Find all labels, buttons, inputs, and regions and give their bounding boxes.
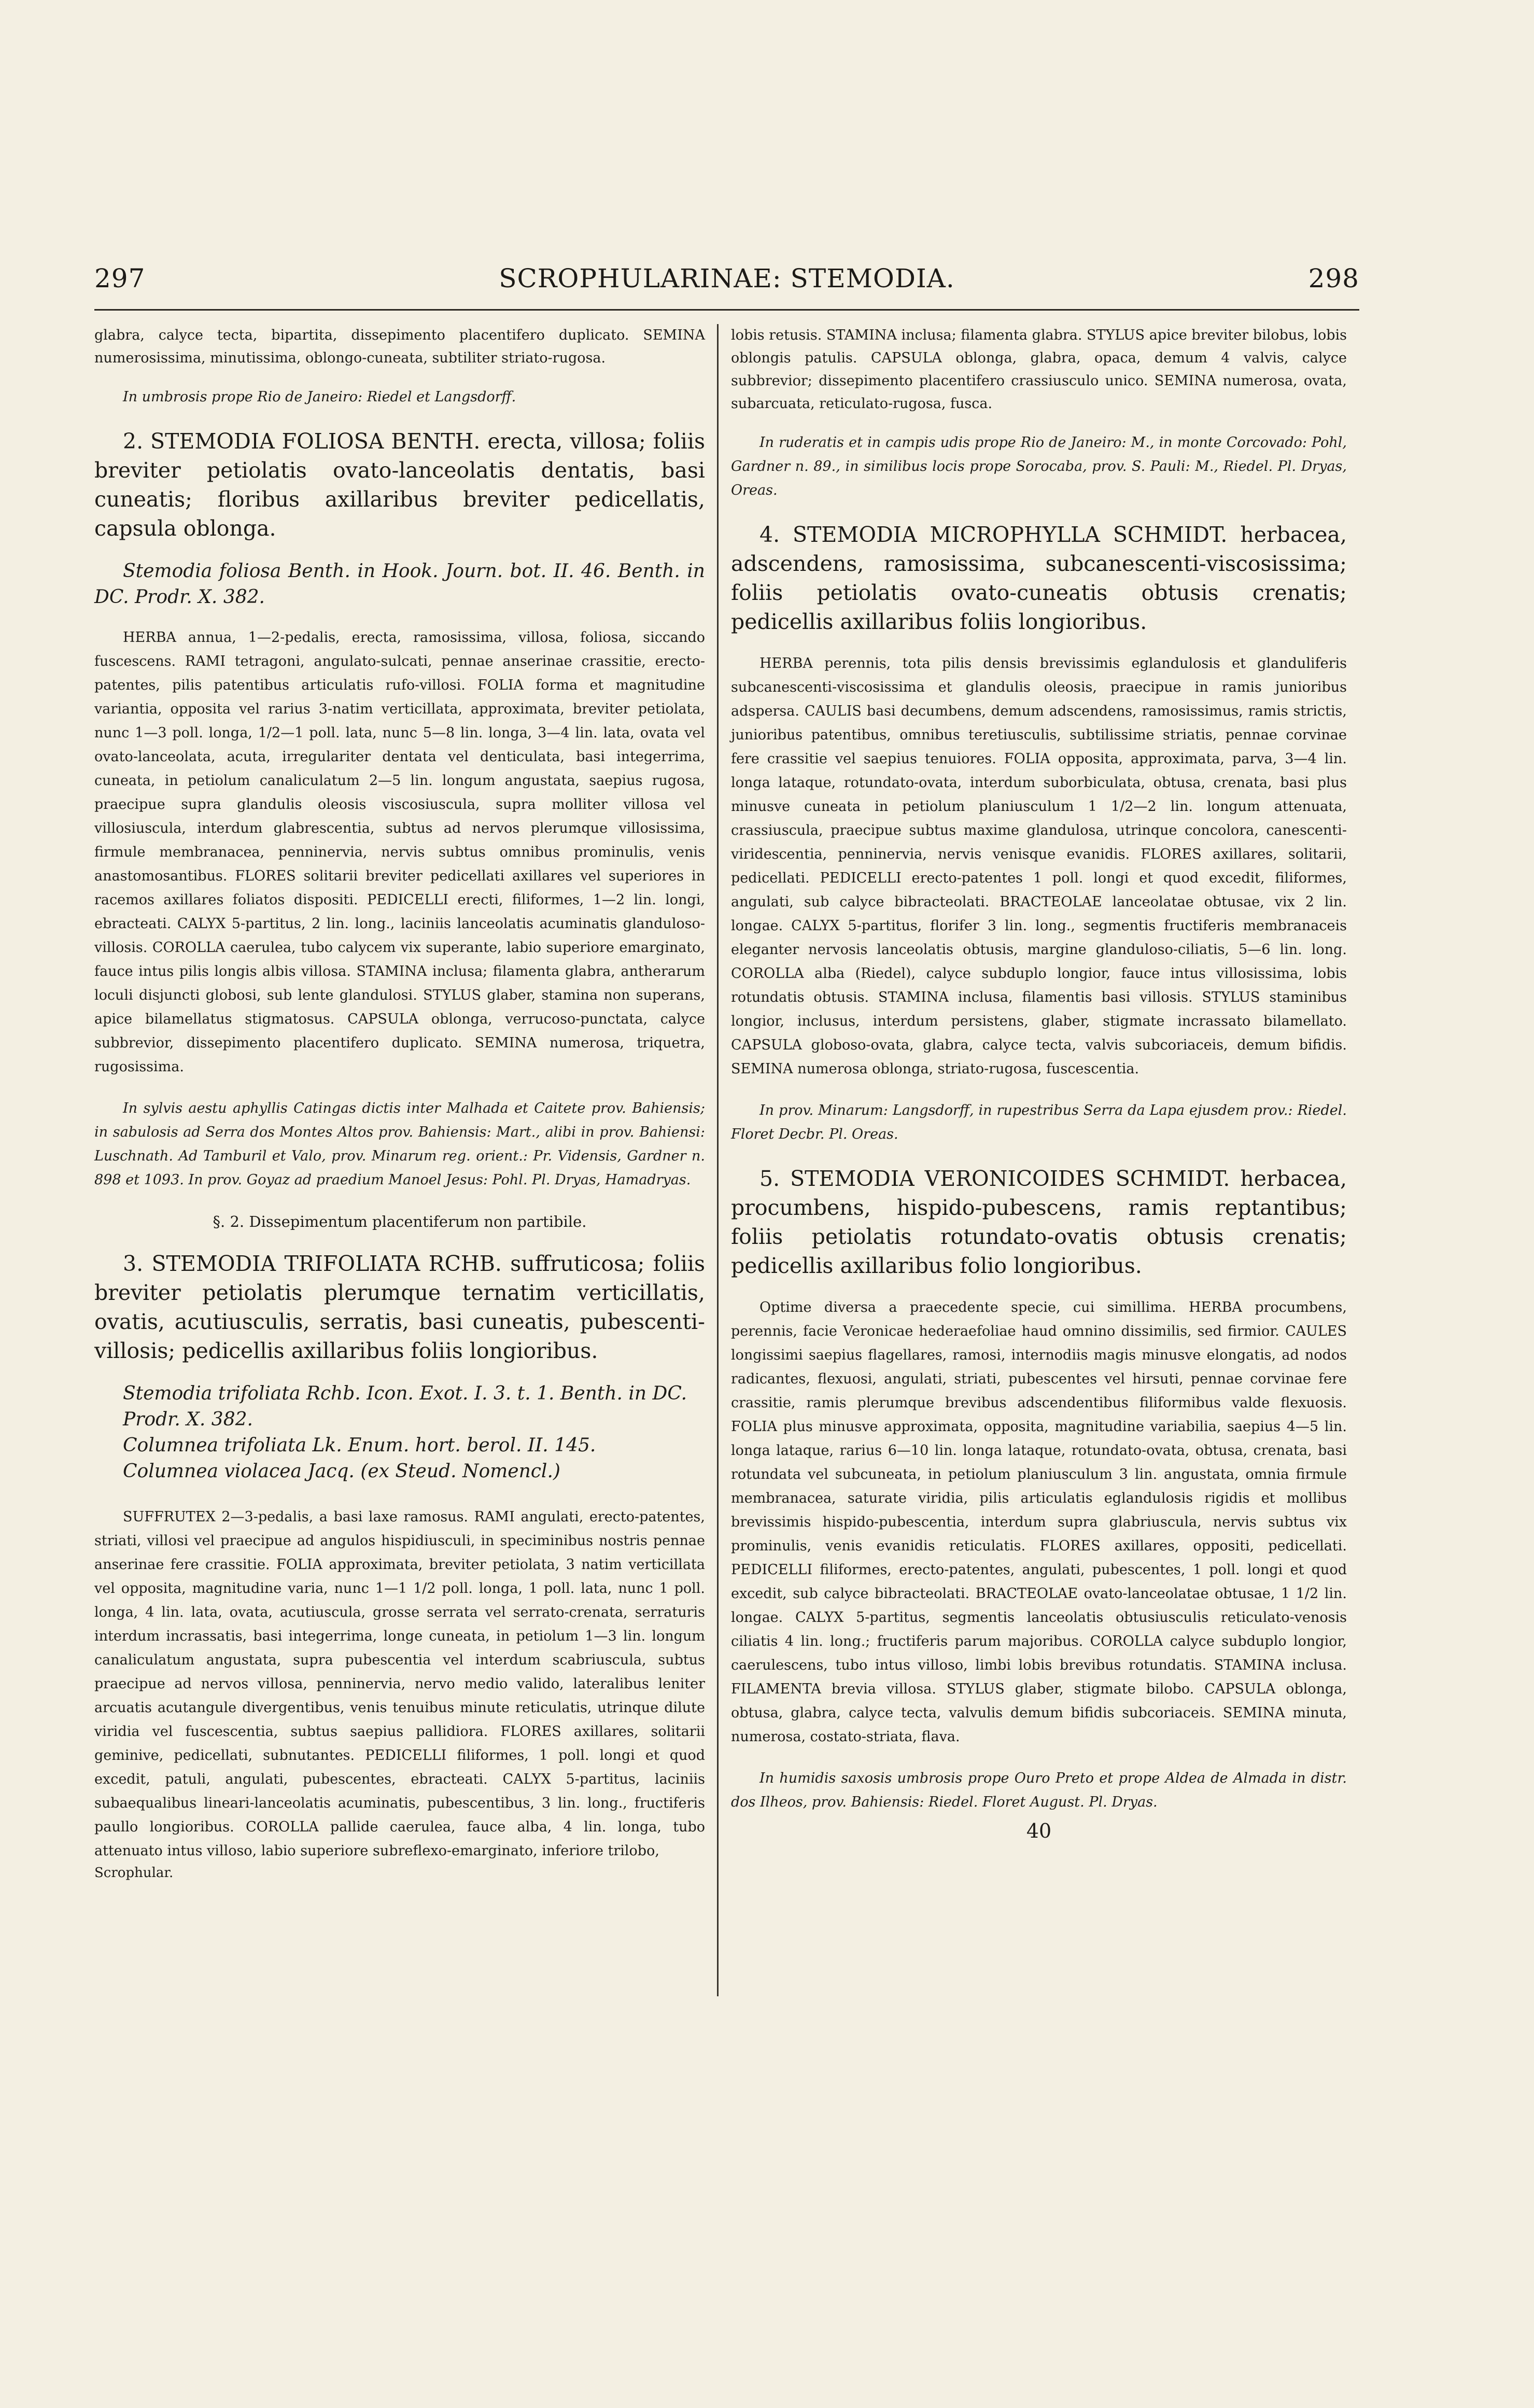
continued-description: lobis retusis. STAMINA inclusa; filamenta glabra. STYLUS apice breviter bilobus, lobis oblongis patulis. CAPSULA oblonga, glabra, opaca, demum 4 valvis, calyce subbrevior; dissepimento placentifero crassiusculo unico. SEMINA numerosa, ovata, subarcuata, reticulato-rugosa, fusca. xyxy=(731,327,1347,412)
species-heading-3: 3. STEMODIA TRIFOLIATA RCHB. suffruticosa; foliis breviter petiolatis plerumque ternatim verticillatis, ovatis, acutiusculis, serratis, basi cuneatis, pubescenti-villosis; pedicellis axillaribus foliis longioribus. xyxy=(94,1251,705,1363)
running-title: SCROPHULARINAE: STEMODIA. xyxy=(499,263,955,293)
species-description-4: HERBA perennis, tota pilis densis brevissimis eglandulosis et glanduliferis subcanescenti-viscosissima et glandulis oleosis, praecipue in ramis junioribus adspersa. CAULIS basi decumbens, demum adscendens, ramosissimus, ramis strictis, junioribus patentibus, omnibus teretiusculis, subtilissime striatis, pennae corvinae fere crassitie vel saepius tenuiores. FOLIA opposita, approximata, parva, 3—4 lin. longa lataque, rotundato-ovata, interdum suborbiculata, obtusa, crenata, basi plus minusve cuneata in petiolum planiusculum 1 1/2—2 lin. longum attenuata, crassiuscula, praecipue subtus maxime glandulosa, utrinque concolora, canescenti-viridescentia, penninervia, nervis venisque evanidis. FLORES axillares, solitarii, pedicellati. PEDICELLI erecto-patentes 1 poll. longi et quod excedit, filiformes, angulati, sub calyce bibracteolati. BRACTEOLAE lanceolatae obtusae, vix 2 lin. longae. CALYX 5-partitus, florifer 3 lin. long., segmentis fructiferis membranaceis eleganter nervosis lanceolatis obtusis, margine glanduloso-ciliatis, 5—6 lin. long. COROLLA alba (Riedel), calyce subduplo longior, fauce intus villosissima, lobis rotundatis obtusis. STAMINA inclusa, filamentis basi villosis. STYLUS staminibus longior, inclusus, interdum persistens, glaber, stigmate incrassato bilamellato. CAPSULA globoso-ovata, glabra, calyce tecta, valvis subcoriaceis, demum bifidis. SEMINA numerosa oblonga, striato-rugosa, fuscescentia. xyxy=(731,655,1347,1077)
species-description-5: Optime diversa a praecedente specie, cui simillima. HERBA procumbens, perennis, facie Veronicae hederaefoliae haud omnino dissimilis, sed firmior. CAULES longissimi saepius flagellares, ramosi, internodiis magis minusve elongatis, ad nodos radicantes, flexuosi, angulati, striati, pubescentes vel hirsuti, pennae corvinae fere crassitie, ramis plerumque brevibus adscendentibus filiformibus valde flexuosis. FOLIA plus minusve approximata, opposita, magnitudine variabilia, saepius 4—5 lin. longa lataque, rarius 6—10 lin. longa lataque, rotundato-ovata, obtusa, crenata, basi rotundata vel subcuneata, in petiolum planiusculum 3 lin. angustata, omnia firmule membranacea, saturate viridia, pilis articulatis eglandulosis rigidis et mollibus brevissimis hispido-pubescentia, interdum supra glabriuscula, nervis subtus vix prominulis, venis evanidis reticulatis. FLORES axillares, oppositi, pedicellati. PEDICELLI filiformes, erecto-patentes, angulati, pubescentes, 1 poll. longi et quod excedit, sub calyce bibracteolati. BRACTEOLAE ovato-lanceolatae obtusae, 1 1/2 lin. longae. CALYX 5-partitus, segmentis lanceolatis obtusiusculis reticulato-venosis ciliatis 4 lin. long.; fructiferis parum majoribus. COROLLA calyce subduplo longior, caerulescens, tubo intus villoso, limbi lobis brevibus rotundatis. STAMINA inclusa. FILAMENTA brevia villosa. STYLUS glaber, stigmate bilobo. CAPSULA oblonga, obtusa, glabra, calyce tecta, valvulis demum bifidis subcoriaceis. SEMINA minuta, numerosa, costato-striata, flava. xyxy=(731,1299,1347,1745)
species-heading-2: 2. STEMODIA FOLIOSA BENTH. erecta, villosa; foliis breviter petiolatis ovato-lanceolatis dentatis, basi cuneatis; floribus axillaribus breviter pedicellatis, capsula oblonga. xyxy=(94,429,705,541)
locality-note: In ruderatis et in campis udis prope Rio de Janeiro: M., in monte Corcovado: Pohl, Gardner n. 89., in similibus locis prope Sorocaba, prov. S. Pauli: M., Riedel. Pl. Dryas, Oreas. xyxy=(731,435,1347,498)
species-locality-2: In sylvis aestu aphyllis Catingas dictis inter Malhada et Caitete prov. Bahiensis; in sabulosis ad Serra dos Montes Altos prov. Bahiensis: Mart., alibi in prov. Bahiensi: Luschnath. Ad Tamburil et Valo, prov. Minarum reg. orient.: Pr. Vidensis, Gardner n. 898 et 1093. In prov. Goyaz ad praedium Manoel Jesus: Pohl. Pl. Dryas, Hamadryas. xyxy=(94,1100,705,1188)
locality-note: In umbrosis prope Rio de Janeiro: Riedel et Langsdorff. xyxy=(123,389,516,405)
section-heading: §. 2. Dissepimentum placentiferum non partibile. xyxy=(213,1213,587,1230)
reference-line: Stemodia trifoliata Rchb. Icon. Exot. I. 3. t. 1. Benth. in DC. Prodr. X. 382. xyxy=(123,1383,687,1430)
species-description-2: HERBA annua, 1—2-pedalis, erecta, ramosissima, villosa, foliosa, siccando fuscescens. RAMI tetragoni, angulato-sulcati, pennae anserinae crassitie, erecto-patentes, pilis patentibus articulatis rufo-villosi. FOLIA forma et magnitudine variantia, opposita vel rarius 3-natim verticillata, approximata, breviter petiolata, nunc 1—3 poll. longa, 1/2—1 poll. lata, nunc 5—8 lin. longa, 3—4 lin. lata, ovata vel ovato-lanceolata, acuta, irregulariter dentata vel denticulata, basi integerrima, cuneata, in petiolum canaliculatum 2—5 lin. longum angustata, saepius rugosa, praecipue supra glandulis oleosis viscosiuscula, supra molliter villosa vel villosiuscula, interdum glabrescentia, subtus ad nervos plerumque villosissima, firmule membranacea, penninervia, nervis subtus omnibus prominulis, venis anastomosantibus. FLORES solitarii breviter pedicellati axillares vel superiores in racemos axillares foliatos dispositi. PEDICELLI erecti, filiformes, 1—2 lin. longi, ebracteati. CALYX 5-partitus, 2 lin. long., laciniis lanceolatis acuminatis glanduloso-villosis. COROLLA caerulea, tubo calycem vix superante, labio superiore emarginato, fauce intus pilis longis albis villosa. STAMINA inclusa; filamenta glabra, antherarum loculi disjuncti globosi, sub lente glandulosi. STYLUS glaber, stamina non superans, apice bilamellatus stigmatosus. CAPSULA oblonga, verrucoso-punctata, calyce subbrevior, dissepimento placentifero duplicato. SEMINA numerosa, triquetra, rugosissima. xyxy=(94,629,705,1075)
left-column xyxy=(94,324,705,1881)
species-locality-4: In prov. Minarum: Langsdorff, in rupestribus Serra da Lapa ejusdem prov.: Riedel. Floret Decbr. Pl. Oreas. xyxy=(731,1102,1347,1142)
reference-line: Columnea trifoliata Lk. Enum. hort. berol. II. 145. xyxy=(123,1435,596,1456)
species-description-3: SUFFRUTEX 2—3-pedalis, a basi laxe ramosus. RAMI angulati, erecto-patentes, striati, villosi vel praecipue ad angulos hispidiusculi, in speciminibus nostris pennae anserinae fere crassitie. FOLIA approximata, breviter petiolata, 3 natim verticillata vel opposita, magnitudine varia, nunc 1—1 1/2 poll. longa, 1 poll. lata, nunc 1 poll. longa, 4 lin. lata, ovata, acutiuscula, grosse serrata vel serrato-crenata, serraturis interdum incrassatis, basi integerrima, longe cuneata, in petiolum 1—3 lin. longum canaliculatum angustata, supra pubescentia vel interdum scabriuscula, subtus praecipue ad nervos villosa, penninervia, nervo medio valido, lateralibus leniter arcuatis acutangule divergentibus, venis tenuibus minute reticulatis, utrinque dilute viridia vel fuscescentia, subtus saepius pallidiora. FLORES axillares, solitarii geminive, pedicellati, subnutantes. PEDICELLI filiformes, 1 poll. longi et quod excedit, patuli, angulati, pubescentes, ebracteati. CALYX 5-partitus, laciniis subaequalibus lineari-lanceolatis acuminatis, pubescentibus, 3 lin. long., fructiferis paullo longioribus. COROLLA pallide caerulea, fauce alba, 4 lin. longa, tubo attenuato intus villoso, labio superiore subreflexo-emarginato, inferiore trilobo, xyxy=(94,1509,705,1859)
catchword: Scrophular. xyxy=(94,1865,174,1881)
reference-line: Columnea violacea Jacq. (ex Steud. Nomencl.) xyxy=(123,1461,560,1482)
signature-mark: 40 xyxy=(1026,1819,1052,1842)
column-divider xyxy=(717,324,719,1996)
right-column xyxy=(731,324,1347,1842)
species-references-3 xyxy=(123,1381,705,1485)
page-header xyxy=(94,263,1359,311)
continued-description: glabra, calyce tecta, bipartita, dissepimento placentifero duplicato. SEMINA numerosissima, minutissima, oblongo-cuneata, subtiliter striato-rugosa. xyxy=(94,327,705,366)
species-reference-2: Stemodia foliosa Benth. in Hook. Journ. bot. II. 46. Benth. in DC. Prodr. X. 382. xyxy=(94,561,705,608)
page-number-left: 297 xyxy=(94,263,146,293)
species-locality-5: In humidis saxosis umbrosis prope Ouro Preto et prope Aldea de Almada in distr. dos Ilheos, prov. Bahiensis: Riedel. Floret August. Pl. Dryas. xyxy=(731,1770,1347,1810)
page-number-right: 298 xyxy=(1308,263,1359,293)
species-heading-4: 4. STEMODIA MICROPHYLLA SCHMIDT. herbacea, adscendens, ramosissima, subcanescenti-viscosissima; foliis petiolatis ovato-cuneatis obtusis crenatis; pedicellis axillaribus foliis longioribus. xyxy=(731,522,1347,634)
species-heading-5: 5. STEMODIA VERONICOIDES SCHMIDT. herbacea, procumbens, hispido-pubescens, ramis reptantibus; foliis petiolatis rotundato-ovatis obtusis crenatis; pedicellis axillaribus folio longioribus. xyxy=(731,1166,1347,1278)
